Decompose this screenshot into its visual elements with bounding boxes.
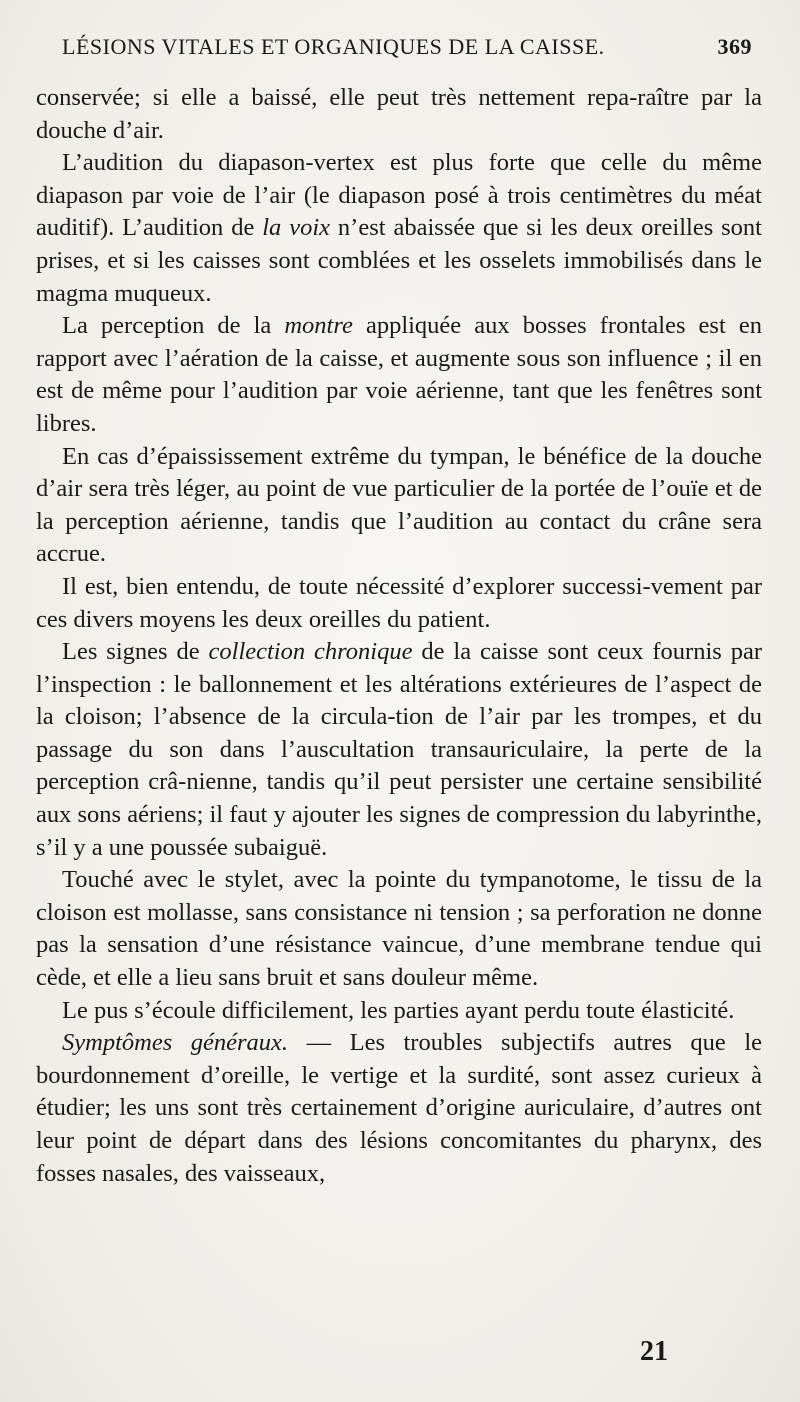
text-segment: — Les troubles subjectifs autres que le bourdonnement d’oreille, le vertige et la surdité, sont assez curieux à étudier; les uns sont très certainement d’origine auriculaire, d’autres ont leur point de départ dans des lésions concomitantes du pharynx, des fosses nasales, des vaisseaux, (36, 1029, 762, 1187)
text-segment: Le pus s’écoule difficilement, les parties ayant perdu toute élasticité. (62, 996, 735, 1024)
paragraph (36, 441, 762, 571)
paragraph (36, 82, 762, 147)
signature-mark: 21 (640, 1336, 668, 1367)
text-segment: La perception de la (62, 312, 285, 340)
paragraph (36, 310, 762, 440)
text-segment: Touché avec le stylet, avec la pointe du tympanotome, le tissu de la cloison est mollasse, sans consistance ni tension ; sa perforation ne donne pas la sensation d’une résistance vaincue, d’une membrane tendue qui cède, et elle a lieu sans bruit et sans douleur même. (36, 866, 762, 992)
paragraph (36, 571, 762, 636)
running-title: LÉSIONS VITALES ET ORGANIQUES DE LA CAISSE. (62, 34, 605, 59)
body-text (36, 82, 762, 1190)
text-segment: appliquée aux bosses frontales est en rapport avec l’aération de la caisse, et augmente sous son influence ; il en est de même pour l’audition par voie aérienne, tant que les fenêtres sont libres. (36, 312, 762, 437)
text-segment: Il est, bien entendu, de toute nécessité d’explorer successi-vement par ces divers moyens les deux oreilles du patient. (36, 572, 762, 633)
italic-text-segment: Symptômes généraux. (62, 1029, 289, 1057)
paragraph (36, 636, 762, 864)
text-segment: En cas d’épaississement extrême du tympan, le bénéfice de la douche d’air sera très léger, au point de vue particulier de la portée de l’ouïe et de la perception aérienne, tandis que l’audition au contact du crâne sera accrue. (36, 442, 762, 568)
text-segment: L’audition du diapason-vertex est plus forte que celle du même diapason par voie de l’air (le diapason posé à trois centimètres du méat auditif). L’audition de (36, 149, 762, 242)
paragraph (36, 147, 762, 310)
italic-text-segment: collection chronique (208, 638, 413, 666)
italic-text-segment: montre (284, 312, 353, 340)
paragraph (36, 864, 762, 994)
page-number: 369 (717, 34, 752, 59)
paragraph (36, 995, 762, 1028)
text-segment: de la caisse sont ceux fournis par l’inspection : le ballonnement et les altérations extérieures de l’aspect de la cloison; l’absence de la circula-tion de l’air par les trompes, et du passage du son dans l’auscultation transauriculaire, la perte de la perception crâ-nienne, tandis qu’il peut persister une certaine sensibilité aux sons aériens; il faut y ajouter les signes de compression du labyrinthe, s’il y a une poussée subaiguë. (36, 638, 762, 861)
text-segment: Les signes de (62, 638, 209, 666)
text-segment: n’est abaissée que si les deux oreilles sont prises, et si les caisses sont comblées et les osselets immobilisés dans le magma muqueux. (36, 214, 762, 307)
italic-text-segment: la voix (262, 214, 331, 242)
page-header (62, 34, 752, 70)
text-segment: conservée; si elle a baissé, elle peut très nettement repa-raître par la douche d’air. (36, 84, 762, 144)
paragraph (36, 1027, 762, 1190)
